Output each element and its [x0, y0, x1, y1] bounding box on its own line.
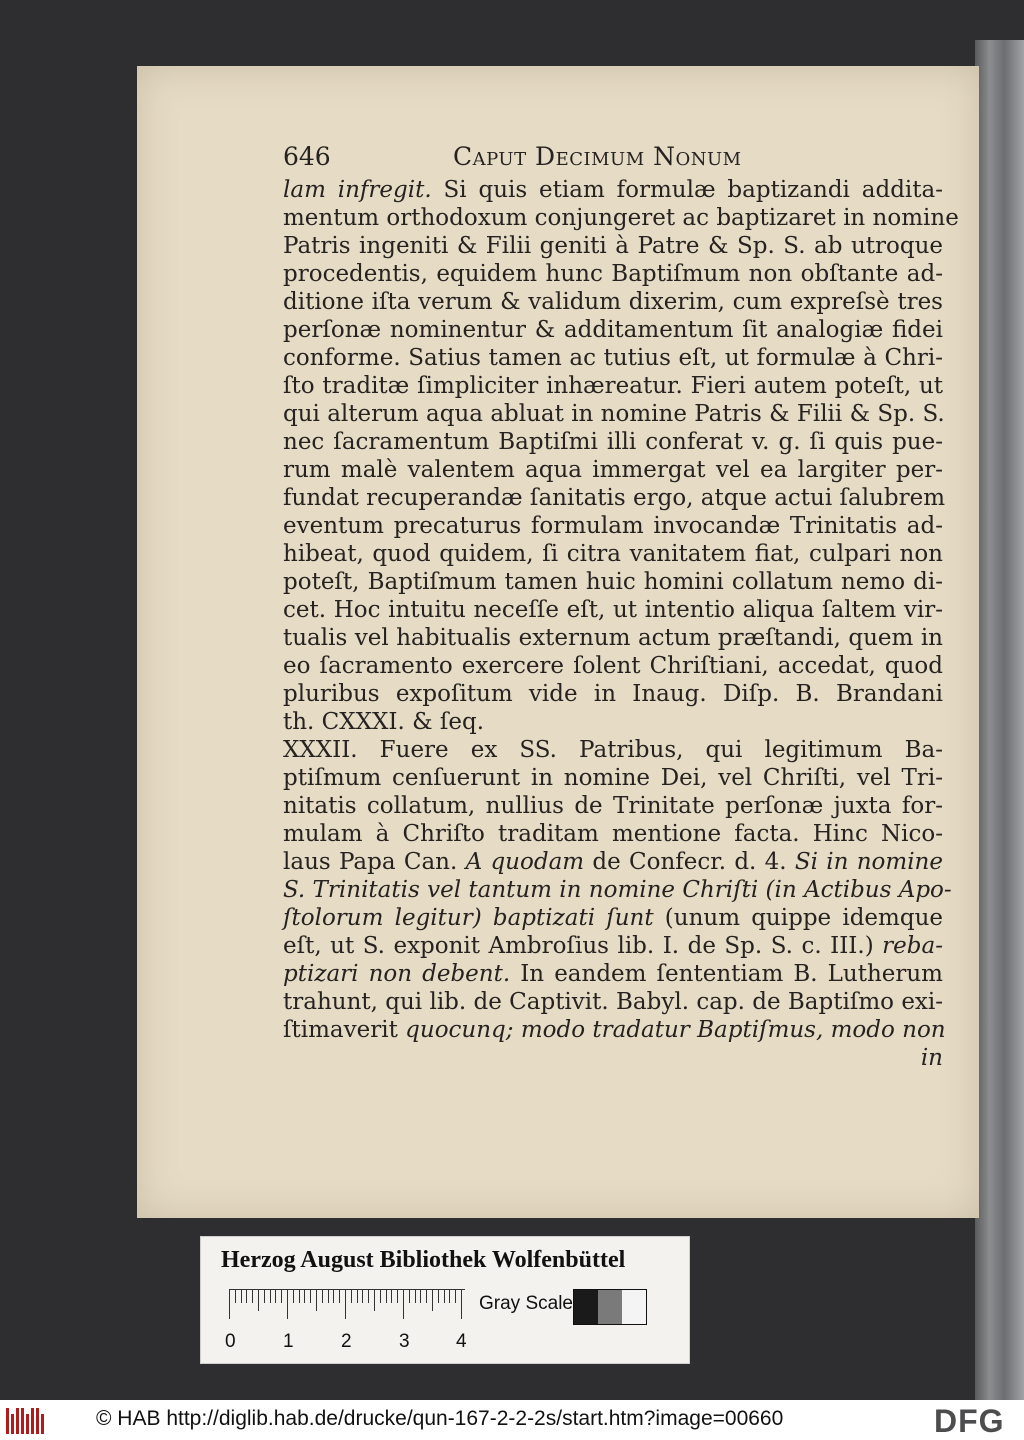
text-line: [283, 484, 946, 512]
text-segment: nitatis collatum, nullius de Trinitate perſonæ juxta for-: [283, 793, 943, 819]
ruler-tick: [397, 1289, 398, 1303]
text-line: [283, 708, 943, 736]
text-line: [283, 988, 943, 1016]
text-segment: qui alterum aqua abluat in nomine Patris & Filii & Sp. S.: [283, 401, 945, 427]
running-header: [283, 142, 943, 176]
text-line: [283, 400, 943, 428]
ruler-tick: [235, 1289, 236, 1303]
text-segment: Si in nomine: [794, 849, 943, 875]
logo-bar: [41, 1414, 44, 1434]
ruler-tick: [368, 1289, 369, 1303]
ruler-tick: [246, 1289, 247, 1303]
logo-bar: [31, 1408, 34, 1434]
text-segment: ptizari non debent.: [283, 961, 511, 987]
ruler-tick: [322, 1289, 323, 1303]
color-target: [200, 1236, 690, 1364]
ruler-number: 1: [283, 1331, 294, 1352]
text-segment: procedentis, equidem hunc Baptiſmum non obſtante ad-: [283, 261, 943, 287]
text-line: [283, 512, 943, 540]
ruler-number: 4: [456, 1331, 467, 1352]
ruler-tick: [455, 1289, 456, 1303]
text-line: [283, 1016, 946, 1044]
text-segment: pluribus expoſitum vide in Inaug. Diſp. B. Brandani: [283, 681, 943, 707]
book-edge: [975, 40, 1024, 1400]
text-line: [283, 204, 959, 232]
text-segment: In eandem ſententiam B. Lutherum: [510, 961, 943, 987]
text-line: [283, 820, 943, 848]
text-line: [283, 232, 943, 260]
ruler-tick: [333, 1289, 334, 1303]
text-segment: th. CXXXI. & ſeq.: [283, 709, 485, 735]
ruler-tick: [258, 1289, 259, 1311]
ruler-tick: [380, 1289, 381, 1303]
text-line: [283, 596, 943, 624]
logo-bar: [16, 1408, 19, 1434]
ruler-number: 2: [341, 1331, 352, 1352]
ruler-tick: [316, 1289, 317, 1311]
ruler-tick: [299, 1289, 300, 1303]
ruler-tick: [351, 1289, 352, 1303]
ruler-tick: [386, 1289, 387, 1303]
text-segment: (unum quippe idemque: [653, 905, 943, 931]
text-line: [283, 960, 943, 988]
ruler-tick: [403, 1289, 404, 1319]
ruler-tick: [310, 1289, 311, 1303]
text-line: [283, 736, 943, 764]
text-segment: A quodam: [465, 849, 585, 875]
text-line: [283, 344, 943, 372]
text-line: [283, 904, 943, 932]
ruler-tick: [420, 1289, 421, 1303]
ruler-tick: [252, 1289, 253, 1303]
ruler-tick: [444, 1289, 445, 1303]
ruler-tick: [461, 1289, 462, 1319]
text-line: [283, 764, 943, 792]
text-line: [283, 624, 943, 652]
text-line: [283, 316, 943, 344]
text-line: [283, 792, 943, 820]
ruler-tick: [281, 1289, 282, 1303]
ruler-tick: [362, 1289, 363, 1303]
text-segment: ditione iſta verum & validum dixerim, cum expreſsè tres: [283, 289, 943, 315]
text-segment: perſonæ nominentur & additamentum ſit analogiæ fidei: [283, 317, 943, 343]
target-title: Herzog August Bibliothek Wolfenbüttel: [221, 1247, 626, 1273]
ruler-tick: [293, 1289, 294, 1303]
ruler-tick: [287, 1289, 288, 1319]
text-segment: eo ſacramento exercere ſolent Chriſtiani, accedat, quod: [283, 653, 943, 679]
text-segment: conforme. Satius tamen ac tutius eſt, ut formulæ à Chri-: [283, 345, 943, 371]
text-segment: mentum orthodoxum conjungeret ac baptizaret in nomine: [283, 205, 959, 231]
ruler: [229, 1289, 465, 1325]
text-line: [283, 652, 943, 680]
catchword: in: [920, 1045, 943, 1071]
gray-scale: [573, 1289, 647, 1325]
text-segment: nec ſacramentum Baptiſmi illi conferat v. g. ſi quis pue-: [283, 429, 943, 455]
ruler-tick: [426, 1289, 427, 1303]
body-text: [283, 176, 959, 1044]
text-segment: tualis vel habitualis externum actum præſtandi, quem in: [283, 625, 943, 651]
viewer-footer: [0, 1400, 1024, 1440]
text-segment: fundat recuperandæ ſanitatis ergo, atque actui ſalubrem: [283, 485, 946, 511]
ruler-tick: [339, 1289, 340, 1303]
text-line: [283, 428, 943, 456]
text-segment: reba-: [882, 933, 943, 959]
page-number: 646: [283, 142, 331, 171]
text-segment: XXXII. Fuere ex SS. Patribus, qui legitimum Ba-: [283, 737, 943, 763]
ruler-tick: [270, 1289, 271, 1303]
logo-bar: [6, 1408, 9, 1434]
ruler-tick: [241, 1289, 242, 1303]
logo-bar: [11, 1414, 14, 1434]
text-segment: cet. Hoc intuitu neceſſe eſt, ut intentio aliqua ſaltem vir-: [283, 597, 943, 623]
text-line: [283, 456, 943, 484]
text-line: [283, 848, 943, 876]
text-segment: laus Papa Can.: [283, 849, 466, 875]
text-line: [283, 260, 943, 288]
ruler-tick: [449, 1289, 450, 1303]
text-segment: ptiſmum cenſuerunt in nomine Dei, vel Chriſti, vel Tri-: [283, 765, 943, 791]
gray-patch: [598, 1290, 622, 1324]
ruler-tick: [275, 1289, 276, 1303]
ruler-tick: [409, 1289, 410, 1303]
text-segment: eventum precaturus formulam invocandæ Trinitatis ad-: [283, 513, 943, 539]
text-segment: hibeat, quod quidem, ſi citra vanitatem fiat, culpari non: [283, 541, 943, 567]
text-segment: ſto traditæ ſimpliciter inhæreatur. Fieri autem poteſt, ut: [283, 373, 943, 399]
text-line: [283, 176, 943, 204]
logo-bar: [21, 1408, 24, 1434]
ruler-tick: [304, 1289, 305, 1303]
ruler-tick: [345, 1289, 346, 1319]
text-segment: Si quis etiam formulæ baptizandi addita-: [431, 177, 944, 203]
text-line: [283, 680, 943, 708]
text-segment: eſt, ut S. exponit Ambroſius lib. I. de Sp. S. c. III.): [283, 933, 883, 959]
gray-patch: [574, 1290, 598, 1324]
running-title: Caput Decimum Nonum: [453, 142, 742, 171]
hab-logo-icon: [6, 1408, 46, 1434]
ruler-tick: [264, 1289, 265, 1303]
gray-patch: [622, 1290, 646, 1324]
text-segment: lam infregit.: [283, 177, 432, 203]
ruler-tick: [432, 1289, 433, 1311]
text-segment: de Confecr. d. 4.: [584, 849, 795, 875]
gray-scale-label: Gray Scale: [479, 1293, 573, 1314]
text-line: [283, 932, 943, 960]
ruler-tick: [357, 1289, 358, 1303]
page-content: [283, 142, 959, 1072]
ruler-tick: [374, 1289, 375, 1311]
text-segment: mulam à Chriſto traditam mentione facta. Hinc Nico-: [283, 821, 943, 847]
ruler-tick: [415, 1289, 416, 1303]
text-segment: quocunq; modo tradatur Baptiſmus, modo non: [405, 1017, 946, 1043]
text-line: [283, 372, 943, 400]
book-page: [137, 66, 979, 1218]
text-segment: poteſt, Baptiſmum tamen huic homini collatum nemo di-: [283, 569, 943, 595]
text-segment: S. Trinitatis vel tantum in nomine Chriſti (in Actibus Apo-: [283, 877, 952, 903]
text-segment: ſtolorum legitur) baptizati ſunt: [283, 905, 654, 931]
text-segment: Patris ingeniti & Filii geniti à Patre & Sp. S. ab utroque: [283, 233, 943, 259]
footer-url[interactable]: © HAB http://diglib.hab.de/drucke/qun-167-2-2-2s/start.htm?image=00660: [96, 1407, 784, 1430]
logo-bar: [26, 1414, 29, 1434]
logo-bar: [36, 1408, 39, 1434]
ruler-number: 0: [225, 1331, 236, 1352]
ruler-number: 3: [399, 1331, 410, 1352]
dfg-logo: DFG: [934, 1403, 1005, 1439]
ruler-tick: [438, 1289, 439, 1303]
ruler-tick: [229, 1289, 230, 1319]
text-line: [283, 568, 943, 596]
ruler-tick: [328, 1289, 329, 1303]
text-segment: trahunt, qui lib. de Captivit. Babyl. cap. de Baptiſmo exi-: [283, 989, 944, 1015]
text-segment: ſtimaverit: [283, 1017, 406, 1043]
text-line: [283, 288, 943, 316]
ruler-tick: [391, 1289, 392, 1303]
text-line: [283, 876, 952, 904]
text-line: [283, 540, 943, 568]
text-segment: rum malè valentem aqua immergat vel ea largiter per-: [283, 457, 943, 483]
